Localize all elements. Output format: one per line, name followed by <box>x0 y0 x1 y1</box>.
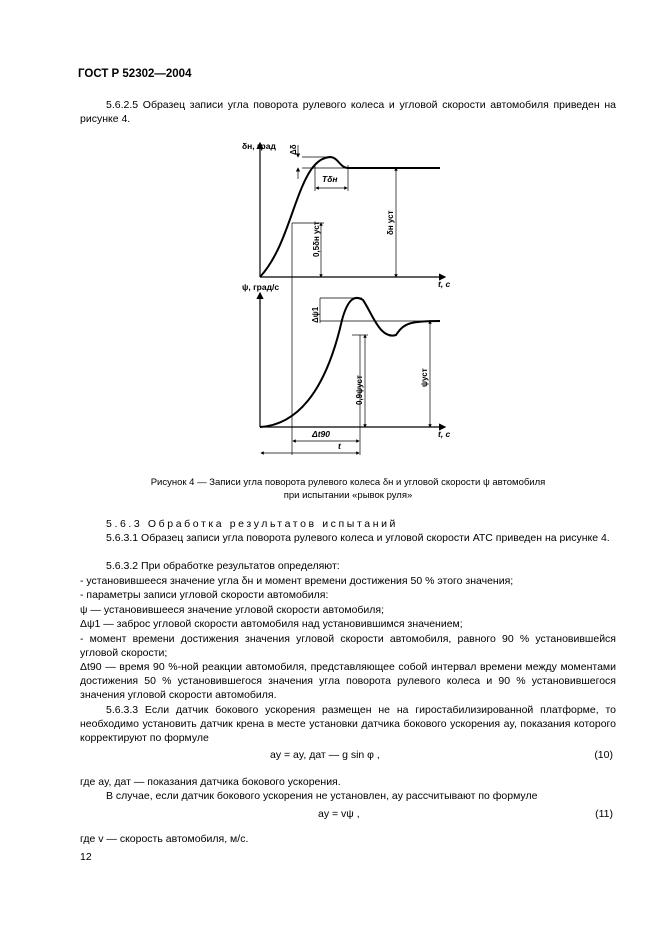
bottom-x-label: t, c <box>438 429 451 439</box>
formula-11: ay = vψ , <box>318 808 360 820</box>
top-x-label: t, c <box>438 279 451 289</box>
list-item-1: - установившееся значение угла δн и момент времени достижения 50 % этого значения; <box>80 575 514 587</box>
page-number: 12 <box>80 851 92 863</box>
label-overshoot: Δψ1 <box>311 306 320 323</box>
paragraph-5-6-3-1: 5.6.3.1 Образец записи угла поворота рулевого колеса и угловой скорости АТС приведен на рисунке 4. <box>106 532 610 544</box>
label-09: 0,9ψуст <box>355 375 364 405</box>
paragraph-5-6-2-5: 5.6.2.5 Образец записи угла поворота рулевого колеса и угловой скорости автомобиля приведен на рисунке 4. <box>80 99 616 125</box>
label-half: 0,5δн уст <box>312 221 321 257</box>
label-t: t <box>338 441 341 451</box>
label-dt90: Δt90 <box>312 429 330 439</box>
formula-10-explanation: где ay, дат — показания датчика бокового ускорения. <box>80 776 341 788</box>
document-header: ГОСТ Р 52302—2004 <box>78 68 192 80</box>
list-item-2: - параметры записи угловой скорости автомобиля: <box>80 589 329 601</box>
paragraph-case: В случае, если датчик бокового ускорения не установлен, ay рассчитывают по формуле <box>106 790 538 802</box>
steering-angle-curve <box>260 157 440 277</box>
label-psi: ψуст <box>420 368 429 387</box>
list-item-3: ψ — установившееся значение угловой скорости автомобиля; <box>80 604 385 616</box>
list-item-6: Δt90 — время 90 %-ной реакции автомобиля, представляющее собой интервал времени между моментами достижения 50 % установившегося значения угла поворота рулевого колеса и 90 % установившегося значения угловой скорости автомобиля. <box>80 661 616 701</box>
formula-11-number: (11) <box>595 808 613 820</box>
label-T: Tδн <box>322 174 338 184</box>
bottom-y-label: ψ, град/с <box>242 282 280 292</box>
figure-caption-line1: Рисунок 4 — Записи угла поворота рулевого колеса δн и угловой скорости ψ автомобиля <box>150 477 546 488</box>
formula-10: ay = ay, дат — g sin φ , <box>270 749 380 761</box>
section-5-6-3-title: 5.6.3 Обработка результатов испытаний <box>106 518 399 530</box>
figure-caption-line2: при испытании «рывок руля» <box>283 490 413 501</box>
yaw-rate-curve <box>260 298 440 427</box>
label-delta-delta: Δδ <box>289 144 298 155</box>
paragraph-5-6-3-3: 5.6.3.3 Если датчик бокового ускорения размещен не на гиростабилизированной платформе, то необходимо установить датчик крена в месте установки датчика бокового ускорения ay, показания которого корректируют по формуле <box>80 704 616 744</box>
paragraph-5-6-3-2: 5.6.3.2 При обработке результатов определяют: <box>106 560 340 572</box>
formula-10-number: (10) <box>594 749 613 761</box>
top-y-label: δн, град <box>242 141 276 151</box>
list-item-5: - момент времени достижения значения угловой скорости автомобиля, равного 90 % установившейся угловой скорости; <box>80 633 616 659</box>
figure-4 <box>220 135 460 455</box>
label-full: δн уст <box>386 210 395 235</box>
list-item-4: Δψ1 — заброс угловой скорости автомобиля над установившимся значением; <box>80 618 463 630</box>
formula-11-explanation: где v — скорость автомобиля, м/с. <box>80 833 249 845</box>
